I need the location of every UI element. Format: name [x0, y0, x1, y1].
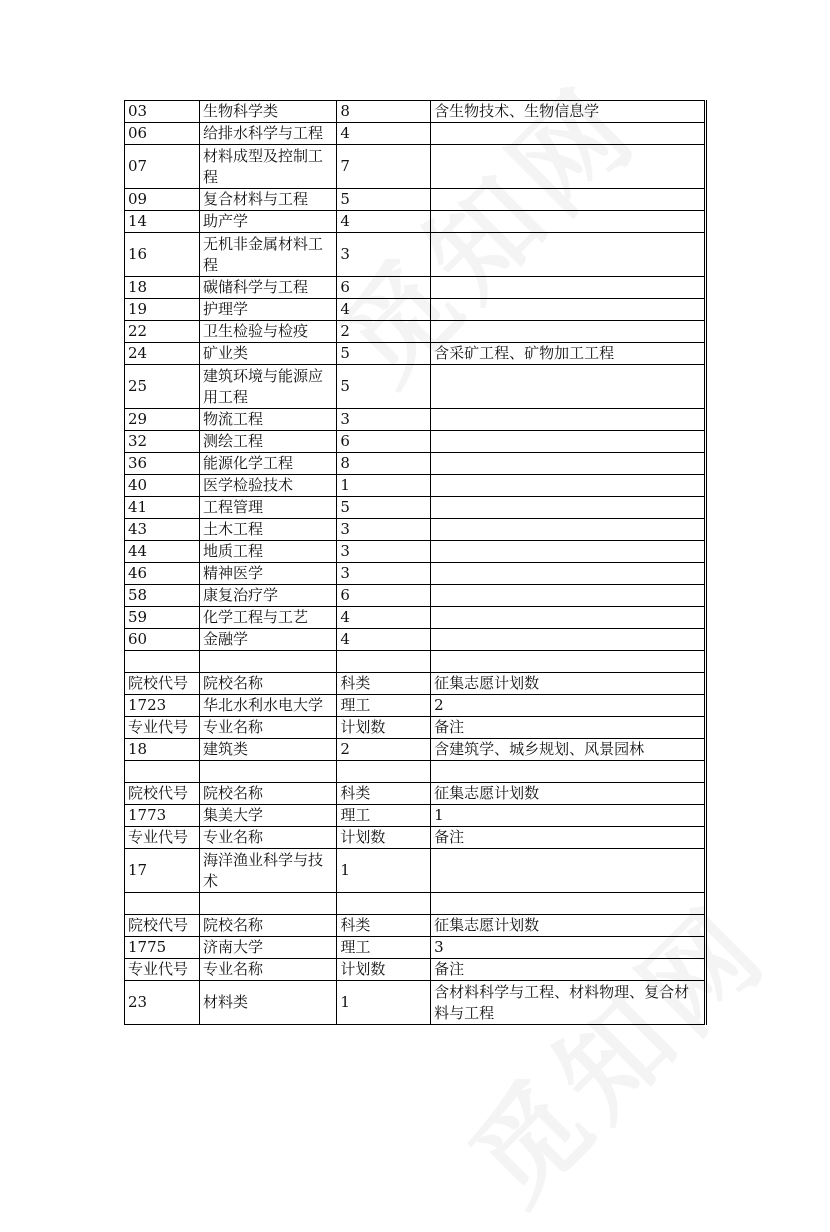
cell-count: 理工 [337, 805, 431, 827]
cell-count: 3 [337, 409, 431, 431]
cell-note [431, 321, 706, 343]
cell-name: 济南大学 [199, 937, 336, 959]
cell-name: 医学检验技术 [199, 475, 336, 497]
cell-code: 59 [125, 607, 200, 629]
cell-count: 计划数 [337, 959, 431, 981]
cell-code: 18 [125, 739, 200, 761]
cell-note [431, 365, 706, 409]
cell-code: 25 [125, 365, 200, 409]
cell-note: 备注 [431, 717, 706, 739]
cell-name: 院校名称 [199, 783, 336, 805]
cell-count: 理工 [337, 695, 431, 717]
cell-code: 16 [125, 233, 200, 277]
cell-name: 卫生检验与检疫 [199, 321, 336, 343]
cell-count: 3 [337, 233, 431, 277]
cell-note [431, 607, 706, 629]
cell-count: 7 [337, 145, 431, 189]
cell-name [199, 651, 336, 673]
cell-count: 5 [337, 343, 431, 365]
major-row [125, 365, 706, 409]
major-row [125, 849, 706, 893]
cell-name [199, 893, 336, 915]
cell-name: 给排水科学与工程 [199, 123, 336, 145]
cell-name: 土木工程 [199, 519, 336, 541]
major-row [125, 431, 706, 453]
cell-name: 建筑类 [199, 739, 336, 761]
major-row [125, 123, 706, 145]
major-header-row [125, 827, 706, 849]
cell-code: 专业代号 [125, 717, 200, 739]
cell-note: 征集志愿计划数 [431, 915, 706, 937]
cell-count: 1 [337, 475, 431, 497]
major-row [125, 189, 706, 211]
major-row [125, 585, 706, 607]
cell-code: 1773 [125, 805, 200, 827]
major-row [125, 343, 706, 365]
cell-count [337, 893, 431, 915]
major-row [125, 277, 706, 299]
major-row [125, 321, 706, 343]
major-row [125, 145, 706, 189]
major-row [125, 101, 706, 123]
cell-name: 材料类 [199, 981, 336, 1025]
cell-count: 5 [337, 497, 431, 519]
cell-code: 专业代号 [125, 827, 200, 849]
cell-code [125, 761, 200, 783]
cell-code: 60 [125, 629, 200, 651]
cell-note [431, 233, 706, 277]
cell-name: 复合材料与工程 [199, 189, 336, 211]
cell-name: 院校名称 [199, 673, 336, 695]
cell-name: 无机非金属材料工程 [199, 233, 336, 277]
cell-code: 03 [125, 101, 200, 123]
cell-code: 18 [125, 277, 200, 299]
school-header-row [125, 915, 706, 937]
cell-count [337, 761, 431, 783]
cell-code: 07 [125, 145, 200, 189]
cell-count: 3 [337, 563, 431, 585]
spacer-row [125, 761, 706, 783]
cell-count: 1 [337, 849, 431, 893]
cell-note: 含材料科学与工程、材料物理、复合材料与工程 [431, 981, 706, 1025]
major-row [125, 475, 706, 497]
cell-name: 专业名称 [199, 959, 336, 981]
cell-code: 40 [125, 475, 200, 497]
cell-count: 8 [337, 453, 431, 475]
cell-note [431, 409, 706, 431]
major-header-row [125, 717, 706, 739]
major-row [125, 453, 706, 475]
cell-count: 2 [337, 321, 431, 343]
cell-note [431, 629, 706, 651]
cell-code: 24 [125, 343, 200, 365]
cell-name: 院校名称 [199, 915, 336, 937]
cell-code: 41 [125, 497, 200, 519]
cell-name: 海洋渔业科学与技术 [199, 849, 336, 893]
cell-note [431, 563, 706, 585]
cell-count: 3 [337, 541, 431, 563]
cell-name: 华北水利水电大学 [199, 695, 336, 717]
cell-note [431, 541, 706, 563]
major-row [125, 211, 706, 233]
cell-code: 32 [125, 431, 200, 453]
cell-code: 院校代号 [125, 673, 200, 695]
cell-note: 征集志愿计划数 [431, 673, 706, 695]
cell-note [431, 849, 706, 893]
cell-count: 理工 [337, 937, 431, 959]
cell-count: 4 [337, 629, 431, 651]
major-row [125, 497, 706, 519]
cell-name: 专业名称 [199, 717, 336, 739]
cell-code: 29 [125, 409, 200, 431]
cell-name: 专业名称 [199, 827, 336, 849]
cell-note: 含建筑学、城乡规划、风景园林 [431, 739, 706, 761]
cell-code [125, 893, 200, 915]
cell-name: 物流工程 [199, 409, 336, 431]
cell-name [199, 761, 336, 783]
cell-note [431, 761, 706, 783]
cell-note: 1 [431, 805, 706, 827]
cell-code: 58 [125, 585, 200, 607]
cell-note: 征集志愿计划数 [431, 783, 706, 805]
cell-count: 6 [337, 585, 431, 607]
cell-code: 17 [125, 849, 200, 893]
cell-name: 工程管理 [199, 497, 336, 519]
cell-name: 材料成型及控制工程 [199, 145, 336, 189]
cell-count: 科类 [337, 673, 431, 695]
cell-count: 科类 [337, 915, 431, 937]
cell-code: 19 [125, 299, 200, 321]
cell-count: 科类 [337, 783, 431, 805]
cell-note [431, 893, 706, 915]
cell-count: 2 [337, 739, 431, 761]
cell-note: 2 [431, 695, 706, 717]
cell-note [431, 299, 706, 321]
cell-code: 1723 [125, 695, 200, 717]
major-row [125, 299, 706, 321]
cell-code: 23 [125, 981, 200, 1025]
cell-note [431, 585, 706, 607]
cell-count: 8 [337, 101, 431, 123]
cell-count: 4 [337, 211, 431, 233]
cell-count: 5 [337, 365, 431, 409]
cell-count: 4 [337, 123, 431, 145]
school-row [125, 805, 706, 827]
major-row [125, 541, 706, 563]
major-row [125, 563, 706, 585]
cell-code: 院校代号 [125, 783, 200, 805]
cell-note [431, 123, 706, 145]
cell-count: 计划数 [337, 717, 431, 739]
major-row [125, 739, 706, 761]
major-row [125, 409, 706, 431]
cell-note [431, 277, 706, 299]
cell-code: 14 [125, 211, 200, 233]
cell-name: 助产学 [199, 211, 336, 233]
cell-count: 3 [337, 519, 431, 541]
cell-note: 含采矿工程、矿物加工工程 [431, 343, 706, 365]
cell-name: 护理学 [199, 299, 336, 321]
spacer-row [125, 893, 706, 915]
cell-name: 康复治疗学 [199, 585, 336, 607]
major-header-row [125, 959, 706, 981]
cell-count: 4 [337, 299, 431, 321]
school-header-row [125, 673, 706, 695]
school-row [125, 695, 706, 717]
cell-note [431, 189, 706, 211]
cell-name: 金融学 [199, 629, 336, 651]
cell-name: 集美大学 [199, 805, 336, 827]
major-row [125, 519, 706, 541]
cell-code: 专业代号 [125, 959, 200, 981]
cell-code: 06 [125, 123, 200, 145]
cell-note: 备注 [431, 959, 706, 981]
cell-count: 计划数 [337, 827, 431, 849]
spacer-row [125, 651, 706, 673]
cell-code: 46 [125, 563, 200, 585]
cell-note [431, 211, 706, 233]
major-row [125, 629, 706, 651]
cell-code: 1775 [125, 937, 200, 959]
cell-note [431, 497, 706, 519]
cell-name: 化学工程与工艺 [199, 607, 336, 629]
cell-note [431, 475, 706, 497]
cell-code: 22 [125, 321, 200, 343]
cell-note [431, 145, 706, 189]
major-row [125, 607, 706, 629]
table-body [125, 101, 706, 1025]
cell-count [337, 651, 431, 673]
cell-name: 能源化学工程 [199, 453, 336, 475]
cell-note: 3 [431, 937, 706, 959]
admission-plan-table [124, 100, 706, 1025]
cell-name: 测绘工程 [199, 431, 336, 453]
cell-note [431, 431, 706, 453]
cell-count: 1 [337, 981, 431, 1025]
cell-note [431, 453, 706, 475]
cell-code: 43 [125, 519, 200, 541]
school-row [125, 937, 706, 959]
school-header-row [125, 783, 706, 805]
cell-code: 36 [125, 453, 200, 475]
cell-count: 6 [337, 431, 431, 453]
cell-note: 含生物技术、生物信息学 [431, 101, 706, 123]
cell-name: 精神医学 [199, 563, 336, 585]
cell-code: 44 [125, 541, 200, 563]
cell-name: 地质工程 [199, 541, 336, 563]
cell-name: 生物科学类 [199, 101, 336, 123]
cell-note [431, 519, 706, 541]
cell-count: 6 [337, 277, 431, 299]
cell-code [125, 651, 200, 673]
cell-name: 碳储科学与工程 [199, 277, 336, 299]
cell-code: 院校代号 [125, 915, 200, 937]
cell-code: 09 [125, 189, 200, 211]
cell-name: 矿业类 [199, 343, 336, 365]
major-row [125, 233, 706, 277]
major-row [125, 981, 706, 1025]
cell-count: 5 [337, 189, 431, 211]
cell-note [431, 651, 706, 673]
cell-count: 4 [337, 607, 431, 629]
cell-note: 备注 [431, 827, 706, 849]
cell-name: 建筑环境与能源应用工程 [199, 365, 336, 409]
